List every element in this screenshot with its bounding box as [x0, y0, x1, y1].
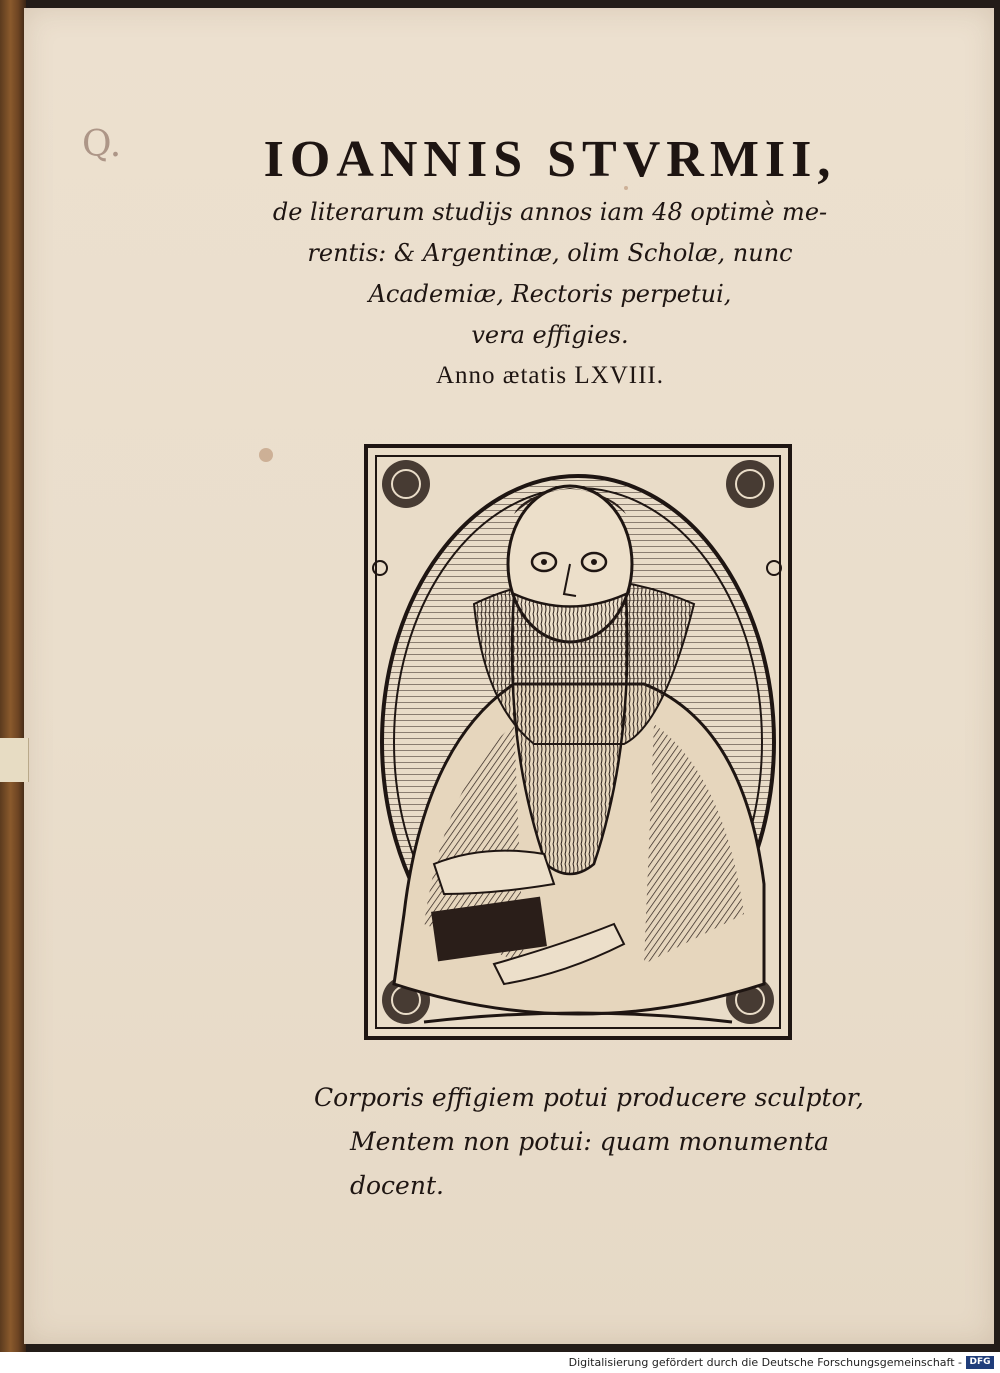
marginal-note: Q. [82, 124, 122, 165]
caption [300, 1076, 900, 1208]
caption-line-1: Corporis effigiem potui producere sculptor, [314, 1083, 864, 1112]
woodcut-portrait [364, 444, 792, 1040]
title-block [170, 128, 930, 396]
caption-line-2: Mentem non potui: quam monumenta docent. [350, 1127, 829, 1200]
dfg-logo-icon[interactable]: DFG [966, 1356, 994, 1369]
title-line-3: Academiæ, Rectoris perpetui, [368, 280, 732, 308]
title-line-1: de literarum studijs annos iam 48 optimè me- [272, 198, 828, 226]
page-title: IOANNIS STVRMII, [263, 131, 837, 188]
footer-bar [0, 1352, 1000, 1373]
title-line-4: vera effigies. [471, 321, 629, 349]
binding-tab [0, 738, 29, 782]
title-line-2: rentis: & Argentinæ, olim Scholæ, nunc [307, 239, 793, 267]
ink-stain [259, 448, 273, 462]
book-binding-edge [0, 0, 26, 1352]
age-line: Anno ætatis LXVIII. [436, 362, 664, 389]
footer-credit: Digitalisierung gefördert durch die Deutsche Forschungsgemeinschaft - [568, 1356, 962, 1369]
